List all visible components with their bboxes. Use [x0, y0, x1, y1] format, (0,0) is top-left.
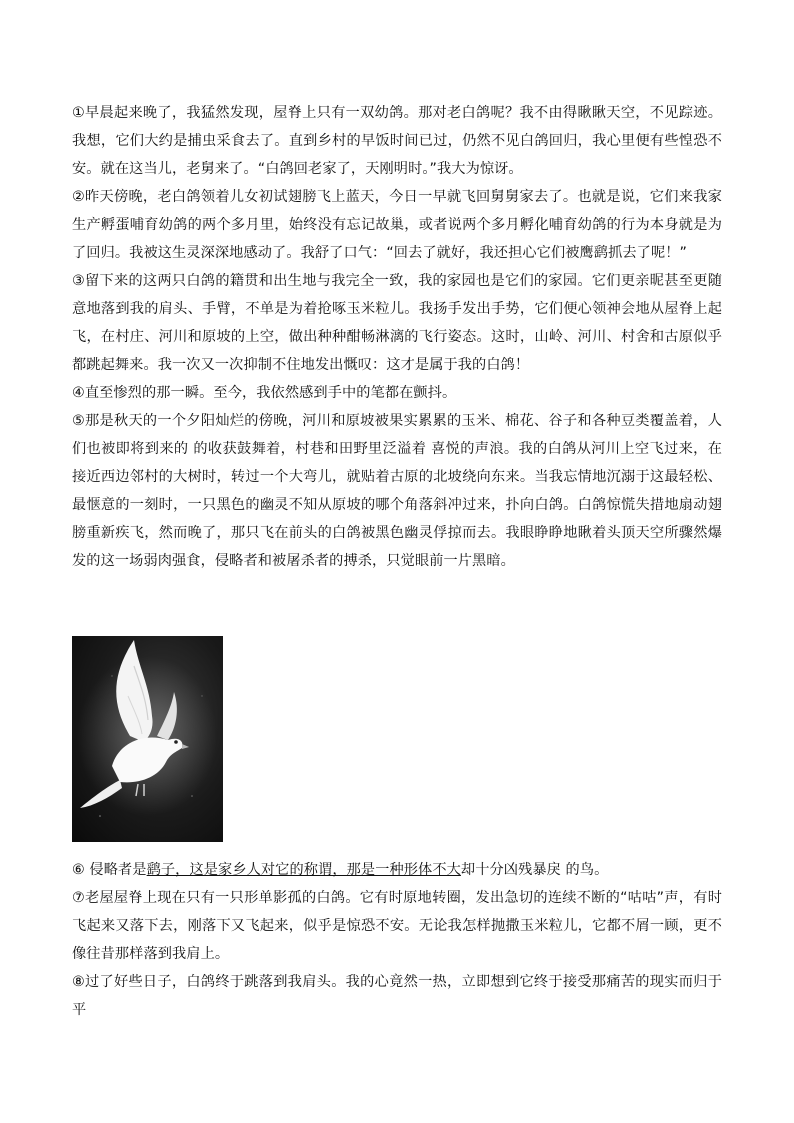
paragraph-3: ③留下来的这两只白鸽的籍贯和出生地与我完全一致，我的家园也是它们的家园。它们更亲昵甚至更随意地落到我的肩头、手臂，不单是为着抢啄玉米粒儿。我扬手发出手势，它们便心领神会地从屋脊上起飞，在村庄、河川和原坡的上空，做出种种酣畅淋漓的飞行姿态。这时，山岭、河川、村舍和古原似乎都跳起舞来。我一次又一次抑制不住地发出慨叹：这才是属于我的白鸽！ [72, 273, 722, 373]
paragraph-2: ②昨天傍晚，老白鸽领着儿女初试翅膀飞上蓝天，今日一早就飞回舅舅家去了。也就是说，它们来我家生产孵蛋哺育幼鸽的两个多月里，始终没有忘记故巢，或者说两个多月孵化哺育幼鸽的行为本身就是为了回归。我被这生灵深深地感动了。我舒了口气：“回去了就好，我还担心它们被鹰鹞抓去了呢！” [72, 189, 722, 261]
article-body-upper [72, 99, 722, 575]
paragraph-1: ①早晨起来晚了，我猛然发现，屋脊上只有一双幼鸽。那对老白鸽呢？我不由得瞅瞅天空，不见踪迹。我想，它们大约是捕虫采食去了。直到乡村的早饭时间已过，仍然不见白鸽回归，我心里便有些惶恐不安。就在这当儿，老舅来了。“白鸽回老家了，天刚明时。”我大为惊讶。 [72, 105, 722, 177]
paragraph-6-tail: 却十分凶残暴戾 的鸟。 [460, 862, 609, 878]
paragraph-6-underlined: 鹞子，这是家乡人对它的称谓，那是一种形体不大 [146, 862, 461, 878]
paragraph-6-lead: ⑥ 侵略者是 [72, 862, 147, 878]
paragraph-4: ④直至惨烈的那一瞬。至今，我依然感到手中的笔都在颤抖。 [72, 385, 457, 401]
paragraph-7: ⑦老屋屋脊上现在只有一只形单影孤的白鸽。它有时原地转圈，发出急切的连续不断的“咕咕”声，有时飞起来又落下去，刚落下又飞起来，似乎是惊恐不安。无论我怎样抛撒玉米粒儿，它都不屑一顾，更不像往昔那样落到我肩上。 [72, 890, 722, 962]
paragraph-5: ⑤那是秋天的一个夕阳灿烂的傍晚，河川和原坡被果实累累的玉米、棉花、谷子和各种豆类覆盖着，人们也被即将到来的 的收获鼓舞着，村巷和田野里泛溢着 喜悦的声浪。我的白鸽从河川上空飞过来，在接近西边邻村的大树时，转过一个大弯儿，就贴着古原的北坡绕向东来。当我忘情地沉溺于这最轻松、最惬意的一刻时，一只黑色的幽灵不知从原坡的哪个角落斜冲过来，扑向白鸽。白鸽惊慌失措地扇动翅膀重新疾飞，然而晚了，那只飞在前头的白鸽被黑色幽灵俘掠而去。我眼睁睁地瞅着头顶天空所骤然爆发的这一场弱肉强食，侵略者和被屠杀者的搏杀，只觉眼前一片黑暗。 [72, 413, 722, 569]
white-dove-photo [72, 636, 223, 842]
paragraph-8: ⑧过了好些日子，白鸽终于跳落到我肩头。我的心竟然一热，立即想到它终于接受那痛苦的现实而归于平 [72, 974, 722, 1018]
dove-illustration [72, 636, 223, 842]
article-body-lower [72, 856, 722, 1024]
paragraph-6 [72, 856, 722, 884]
